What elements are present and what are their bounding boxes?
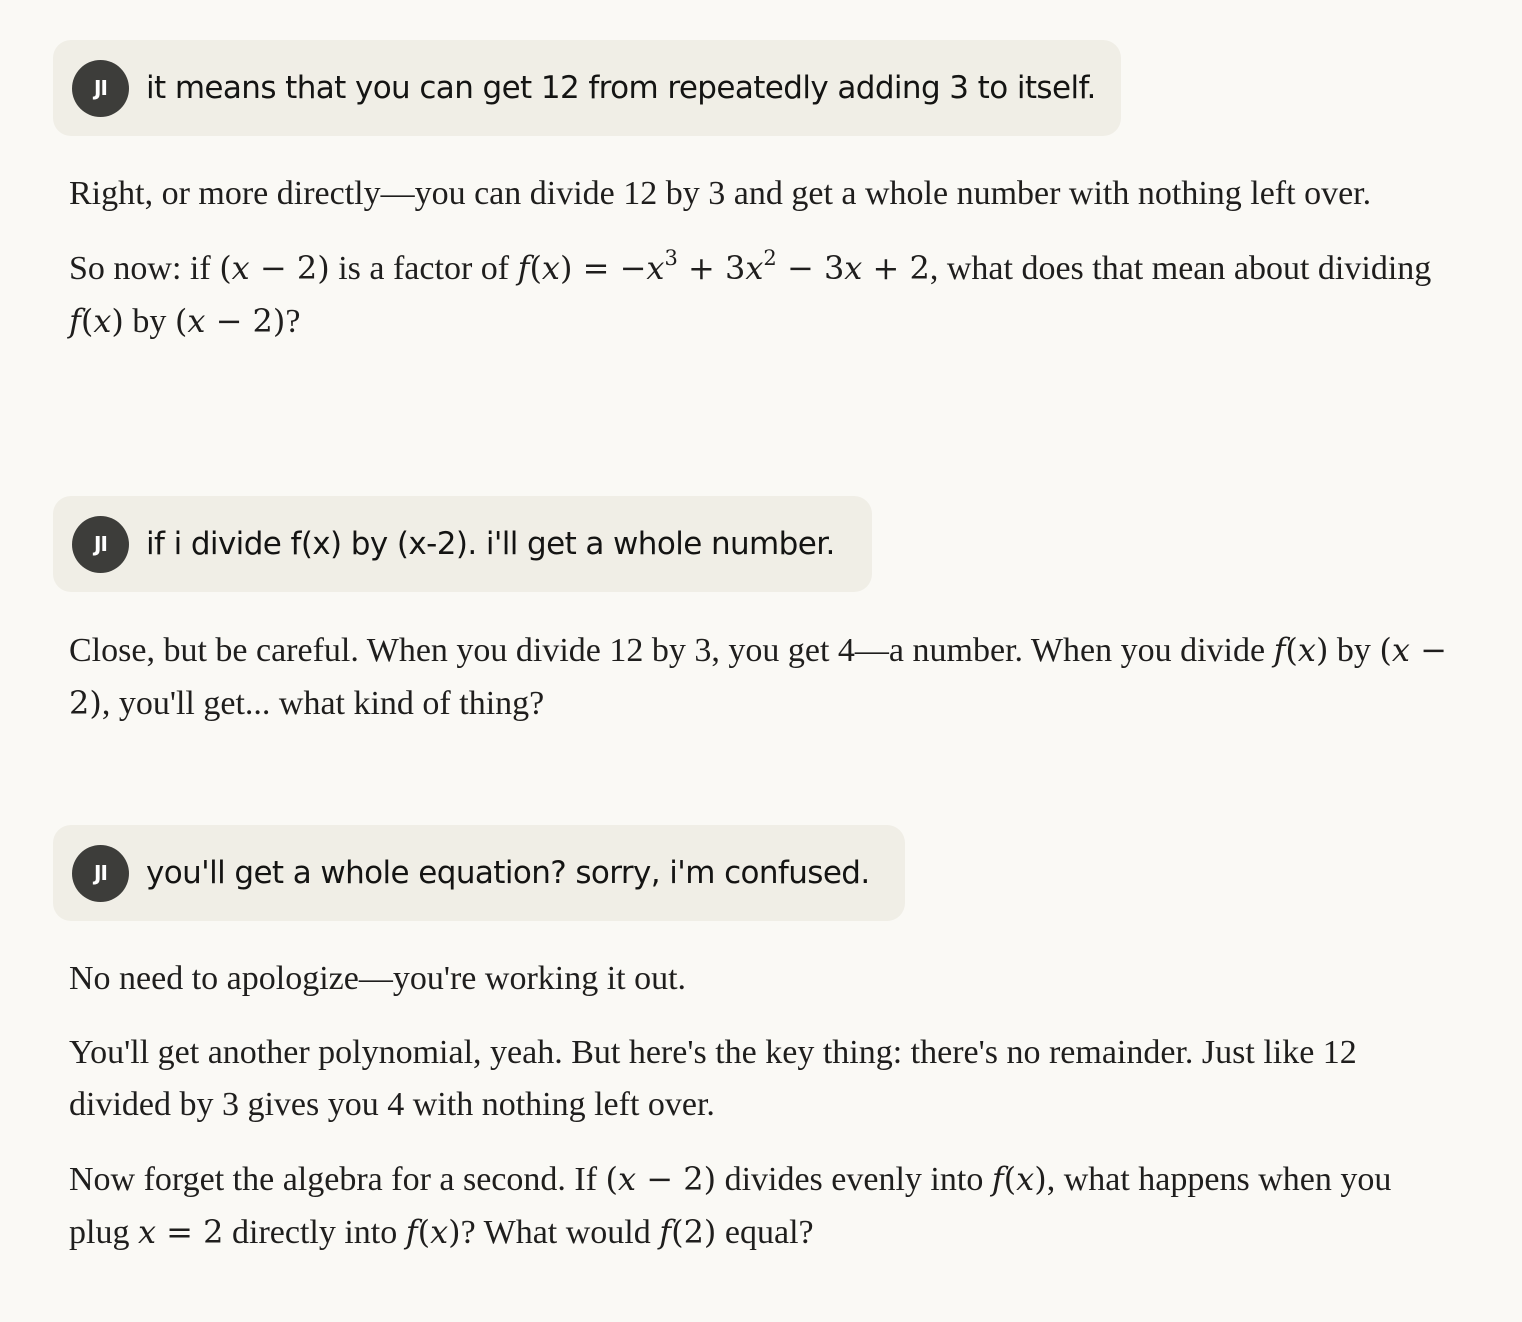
math-expression: f(x) <box>405 1213 461 1251</box>
user-message-text: if i divide f(x) by (x-2). i'll get a whole number. <box>146 526 835 562</box>
math-expression: (x − 2) <box>219 249 330 287</box>
assistant-response <box>69 953 1459 1281</box>
math-expression: f(x) <box>1273 631 1329 669</box>
math-expression: (x − 2) <box>69 631 1447 722</box>
assistant-response <box>69 624 1459 752</box>
response-paragraph: Now forget the algebra for a second. If (x − 2) divides evenly into f(x), what happens when you plug x = 2 directly into f(x)? What would f(2) equal? <box>69 1160 1392 1251</box>
math-expression: f(x) <box>69 302 124 340</box>
user-avatar[interactable]: JI <box>72 516 129 573</box>
assistant-response <box>69 168 1459 370</box>
response-paragraph: So now: if (x − 2) is a factor of $f(x) = -x^3 + 3x^2 - 3x + 2$, what does that mean about dividing f(x) by (x − 2)? <box>69 246 1432 340</box>
math-expression: (x − 2) <box>174 302 286 340</box>
math-expression: (x − 2) <box>605 1160 717 1198</box>
user-message-bubble <box>53 40 1121 136</box>
response-paragraph: No need to apologize—you're working it out. <box>69 960 687 997</box>
response-paragraph: You'll get another polynomial, yeah. But here's the key thing: there's no remainder. Just like 12 divided by 3 gives you 4 with nothing left over. <box>69 1034 1357 1123</box>
math-expression: f(2) <box>659 1213 717 1251</box>
user-message-bubble <box>53 825 905 921</box>
user-message-bubble <box>53 496 872 592</box>
user-avatar[interactable]: JI <box>72 60 129 117</box>
math-expression: f(x) <box>991 1160 1047 1198</box>
user-message-text: you'll get a whole equation? sorry, i'm confused. <box>146 855 870 891</box>
user-avatar[interactable]: JI <box>72 845 129 902</box>
response-paragraph: Close, but be careful. When you divide 12 by 3, you get 4—a number. When you divide f(x) by (x − 2), you'll get... what kind of thing? <box>69 631 1447 722</box>
user-message-text: it means that you can get 12 from repeatedly adding 3 to itself. <box>146 70 1096 106</box>
math-expression: x = 2 <box>137 1213 224 1251</box>
math-expression: $f(x) = -x^3 + 3x^2 - 3x + 2$ <box>517 246 930 287</box>
response-paragraph: Right, or more directly—you can divide 12 by 3 and get a whole number with nothing left over. <box>69 175 1372 212</box>
